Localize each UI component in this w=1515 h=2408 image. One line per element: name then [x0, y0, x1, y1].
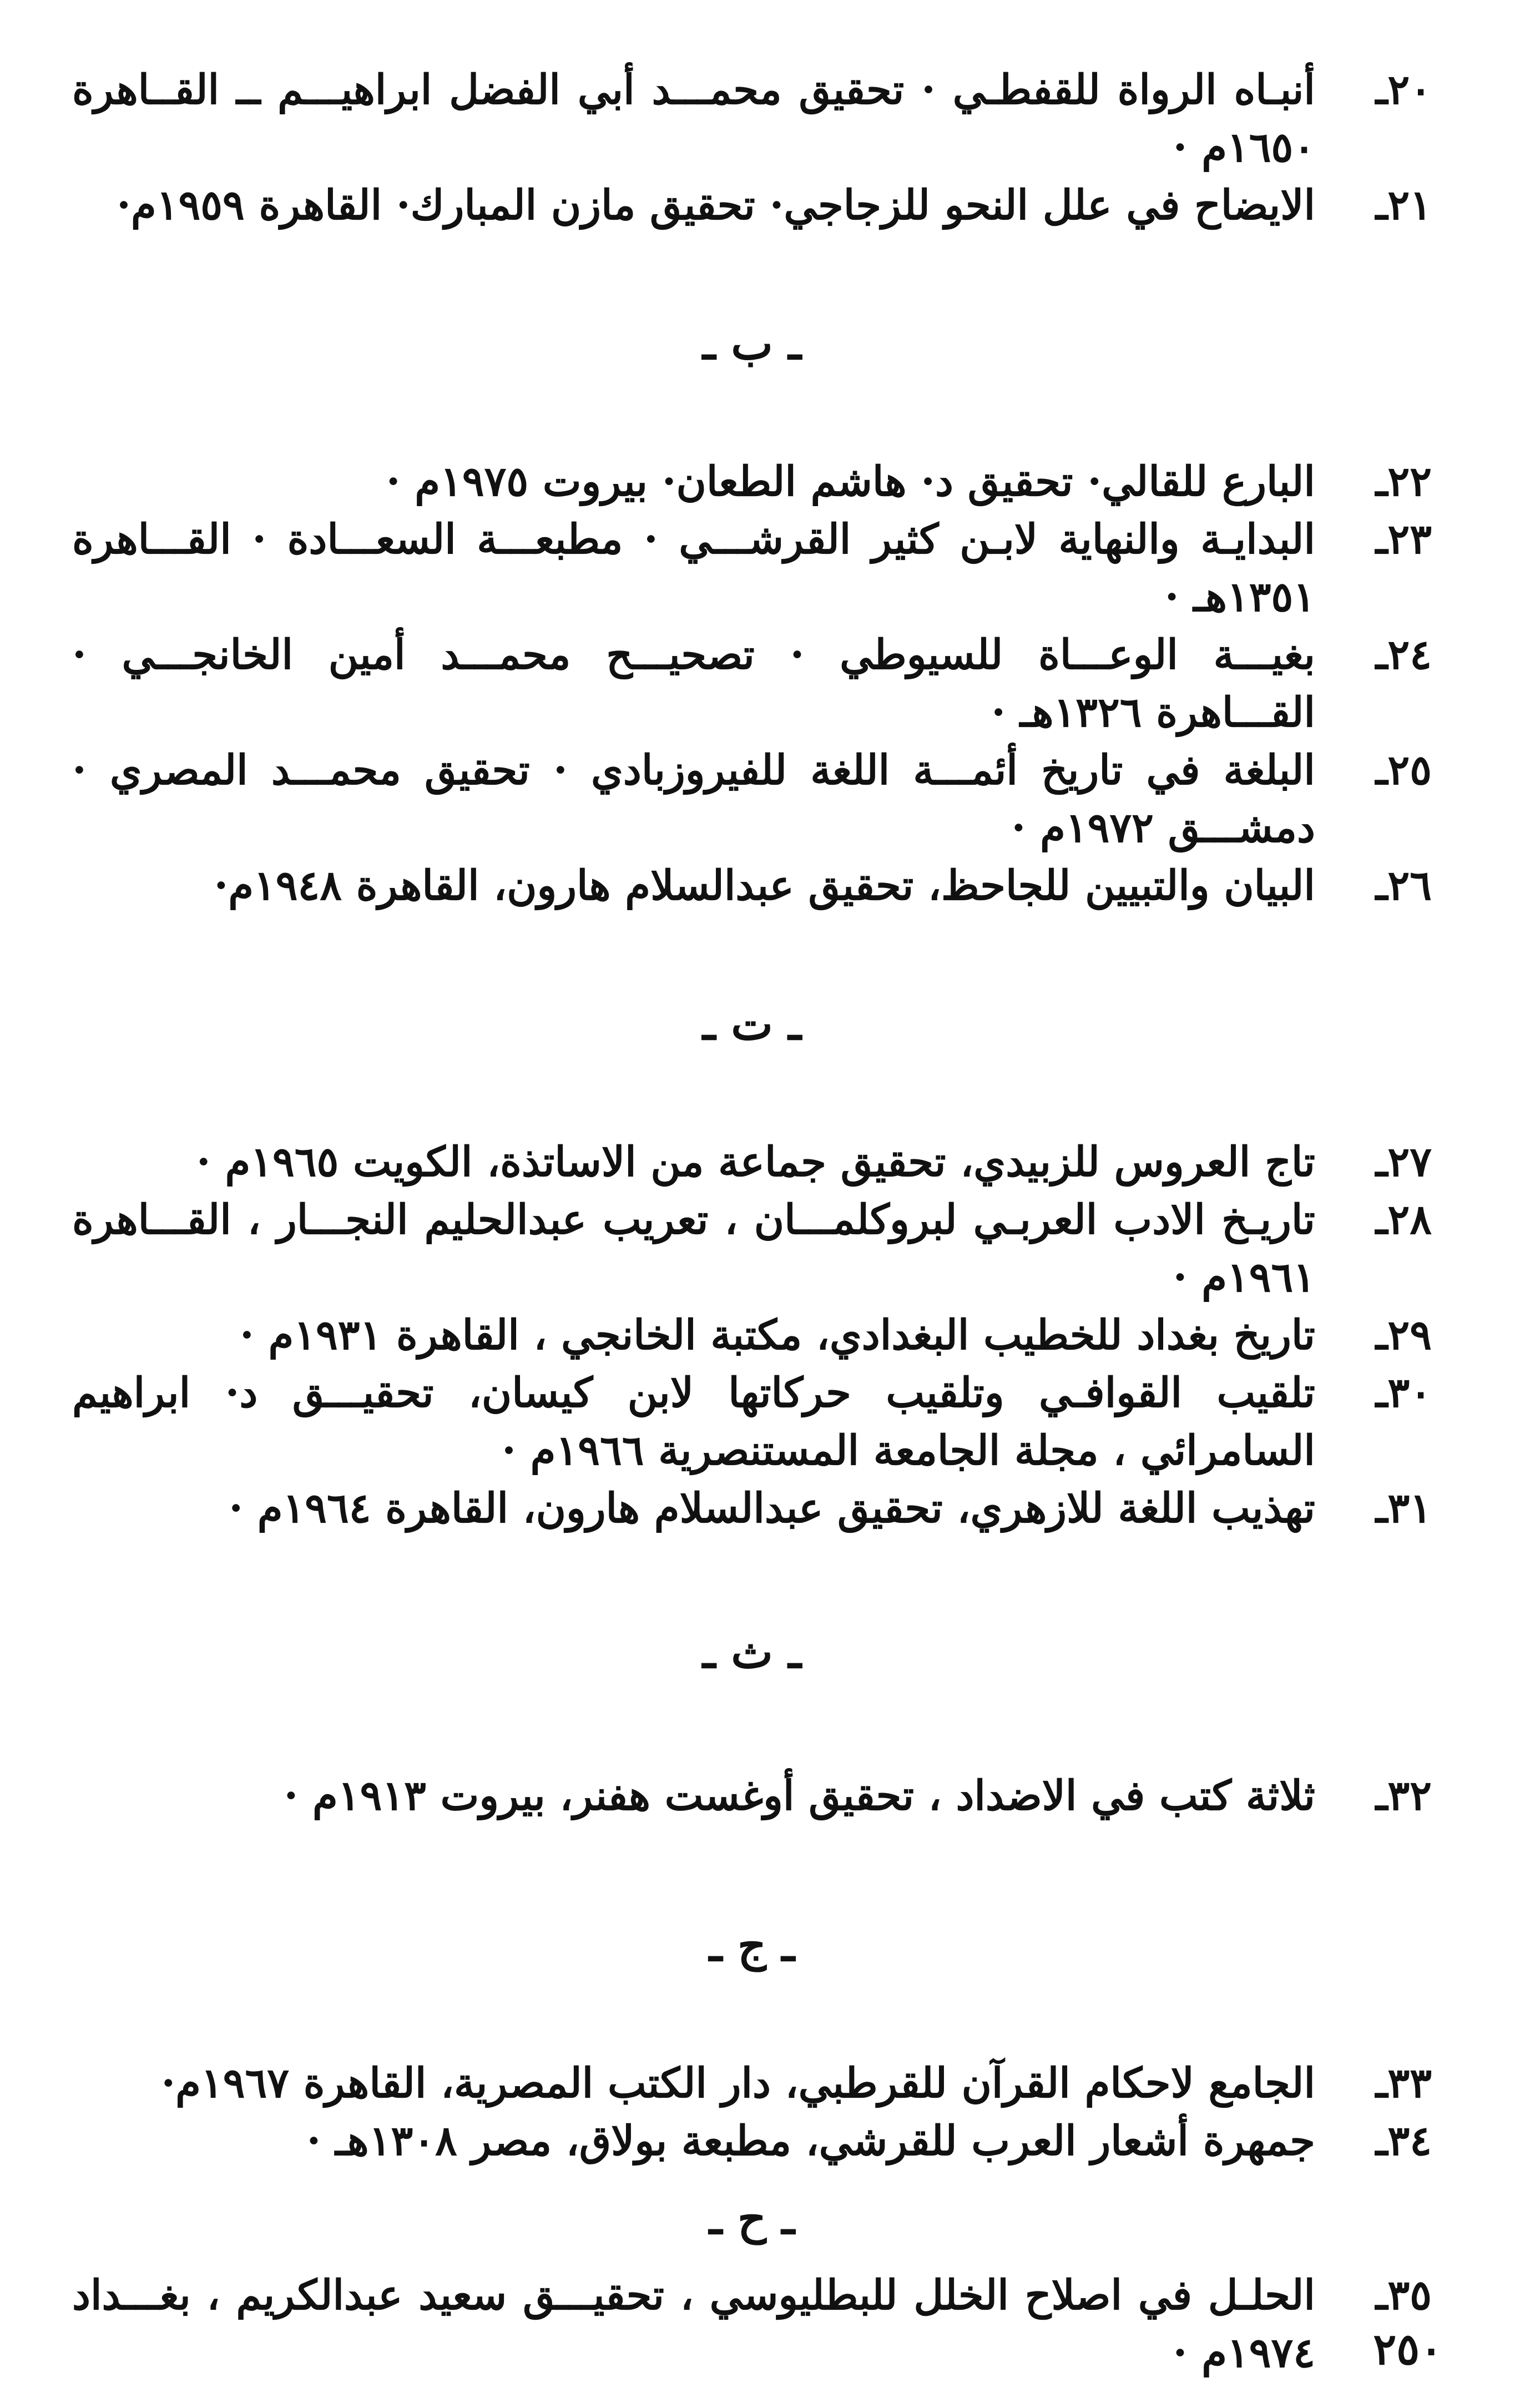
entry-number: ٢٧ـ	[1375, 1138, 1432, 1186]
entry-number: ٣٢ـ	[1375, 1772, 1432, 1820]
bibliography-entry	[72, 2266, 1432, 2382]
entry-text: تاريـخ الادب العربـي لبروكلمـــان ، تعريب عبدالحليم النجـــار ، القـــاهرة ١٩٦١م ·	[72, 1196, 1315, 1301]
section-header-ha: ـ ح ـ	[709, 2192, 795, 2244]
entry-text: البدايـة والنهاية لابـن كثير القرشـــي · مطبعـــة السعـــادة · القـــاهرة ١٣٥١هـ ·	[72, 516, 1316, 621]
entry-number: ٢٤ـ	[1375, 631, 1432, 679]
entry-text: تهذيب اللغة للازهري، تحقيق عبدالسلام هارون، القاهرة ١٩٦٤م ·	[229, 1485, 1315, 1532]
bibliography-entry	[72, 626, 1432, 741]
bibliography-entry	[72, 1191, 1432, 1306]
entry-number: ٣٣ـ	[1375, 2059, 1432, 2107]
entry-text: تاريخ بغداد للخطيب البغدادي، مكتبة الخانجي ، القاهرة ١٩٣١م ·	[239, 1311, 1315, 1359]
entry-number: ٢٨ـ	[1375, 1196, 1432, 1244]
bibliography-entry	[72, 61, 1432, 176]
bibliography-entry	[72, 453, 1432, 511]
bibliography-entry	[72, 176, 1432, 234]
entry-number: ٢٥ـ	[1375, 746, 1432, 794]
page-number: ٢٥٠	[1373, 2324, 1443, 2375]
entry-number: ٢٦ـ	[1375, 862, 1432, 910]
entry-text: أنبـاه الرواة للقفطـي · تحقيق محمـــد أبي الفضل ابراهيـــم ــ القــاهرة ١٦٥٠م ·	[72, 66, 1315, 171]
entry-number: ٢٣ـ	[1375, 516, 1432, 563]
entry-text: بغيـــة الوعـــاة للسيوطي · تصحيـــح محمـــد أمين الخانجـــي · القـــاهرة ١٣٢٦هـ ·	[72, 631, 1315, 736]
entry-text: البلغة في تاريخ أئمـــة اللغة للفيروزبادي · تحقيق محمـــد المصري · دمشـــق ١٩٧٢م ·	[72, 746, 1315, 852]
bibliography-entry	[72, 1480, 1432, 1537]
bibliography-entry	[72, 1767, 1432, 1825]
entry-text: الجامع لاحكام القرآن للقرطبي، دار الكتب المصرية، القاهرة ١٩٦٧م·	[161, 2059, 1315, 2107]
entry-text: الايضاح في علل النحو للزجاجي· تحقيق مازن المبارك· القاهرة ١٩٥٩م·	[117, 181, 1315, 229]
entry-text: البارع للقالي· تحقيق د· هاشم الطعان· بيروت ١٩٧٥م ·	[386, 458, 1315, 506]
entry-text: الحلـل في اصلاح الخلل للبطليوسي ، تحقيـــق سعيد عبدالكريم ، بغـــداد ١٩٧٤م ·	[72, 2271, 1315, 2377]
entry-number: ٢٩ـ	[1375, 1311, 1432, 1359]
bibliography-entry	[72, 1306, 1432, 1364]
section-header-tha: ـ ث ـ	[703, 1626, 801, 1678]
entry-text: البيان والتبيين للجاحظ، تحقيق عبدالسلام هارون، القاهرة ١٩٤٨م·	[214, 862, 1315, 910]
bibliography-entry	[72, 2054, 1432, 2112]
bibliography-entry	[72, 1133, 1432, 1191]
entry-number: ٢٠ـ	[1375, 66, 1432, 114]
entry-number: ٣٤ـ	[1375, 2117, 1432, 2165]
entry-text: جمهرة أشعار العرب للقرشي، مطبعة بولاق، مصر ١٣٠٨هـ ·	[306, 2117, 1315, 2165]
section-header-ta: ـ ت ـ	[703, 998, 801, 1050]
entry-text: ثلاثة كتب في الاضداد ، تحقيق أوغست هفنر، بيروت ١٩١٣م ·	[284, 1772, 1315, 1820]
bibliography-entry	[72, 1364, 1432, 1480]
entry-number: ٣٠ـ	[1375, 1369, 1432, 1417]
bibliography-entry	[72, 741, 1432, 857]
entry-number: ٢١ـ	[1375, 181, 1432, 229]
entry-text: تاج العروس للزبيدي، تحقيق جماعة من الاساتذة، الكويت ١٩٦٥م ·	[196, 1138, 1315, 1186]
entry-text: تلقيب القوافـي وتلقيب حركاتها لابن كيسان، تحقيـــق د· ابراهيم السامرائي ، مجلة الجامعة المستنصرية ١٩٦٦م ·	[72, 1369, 1315, 1475]
entry-number: ٣٥ـ	[1375, 2271, 1432, 2319]
bibliography-entry	[72, 511, 1432, 626]
entry-number: ٣١ـ	[1375, 1485, 1432, 1532]
section-header-jim: ـ ج ـ	[709, 1919, 795, 1971]
bibliography-entry	[72, 857, 1432, 915]
bibliography-entry	[72, 2112, 1432, 2170]
entry-number: ٢٢ـ	[1375, 458, 1432, 506]
section-header-ba: ـ ب ـ	[703, 317, 801, 370]
